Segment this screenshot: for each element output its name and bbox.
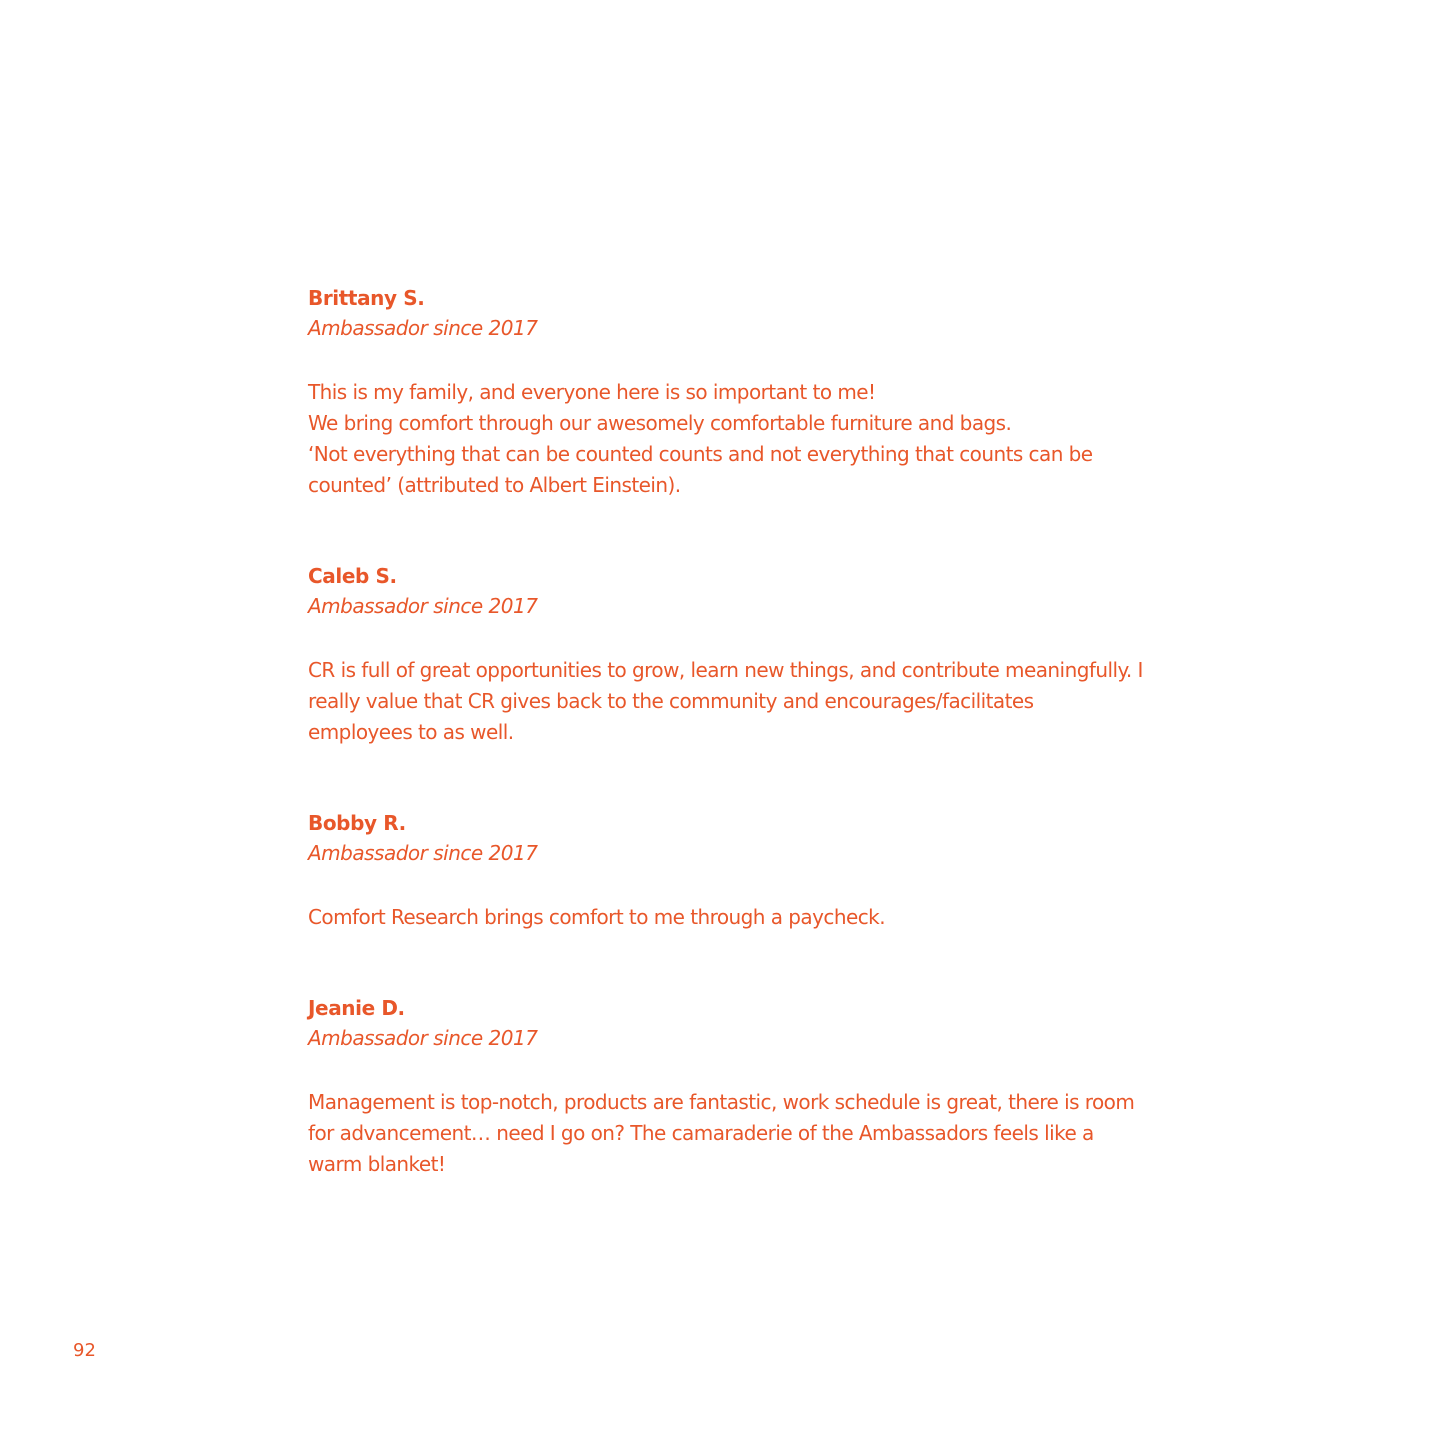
testimonial-name: Bobby R.: [308, 811, 406, 835]
quote-line: Comfort Research brings comfort to me through a paycheck.: [308, 905, 886, 929]
testimonial-quote: [308, 1087, 1168, 1180]
quote-line: warm blanket!: [308, 1152, 446, 1176]
quote-line: counted’ (attributed to Albert Einstein).: [308, 473, 681, 497]
quote-line: Management is top-notch, products are fantastic, work schedule is great, there is room: [308, 1090, 1135, 1114]
page-number: 92: [73, 1340, 96, 1361]
testimonial-since: Ambassador since 2017: [308, 1026, 538, 1050]
testimonial-since: Ambassador since 2017: [308, 594, 538, 618]
quote-line: employees to as well.: [308, 720, 514, 744]
testimonial-since: Ambassador since 2017: [308, 316, 538, 340]
testimonial-since: Ambassador since 2017: [308, 841, 538, 865]
testimonial-name: Caleb S.: [308, 564, 397, 588]
testimonial-quote: [308, 655, 1168, 748]
quote-line: CR is full of great opportunities to grow, learn new things, and contribute meaningfully. I: [308, 658, 1143, 682]
quote-line: ‘Not everything that can be counted counts and not everything that counts can be: [308, 442, 1093, 466]
quote-line: We bring comfort through our awesomely comfortable furniture and bags.: [308, 411, 1012, 435]
testimonial-quote: [308, 902, 1168, 933]
testimonial-quote: [308, 377, 1168, 501]
testimonial-name: Jeanie D.: [308, 996, 405, 1020]
quote-line: really value that CR gives back to the community and encourages/facilitates: [308, 689, 1034, 713]
quote-line: This is my family, and everyone here is so important to me!: [308, 380, 876, 404]
testimonial-name: Brittany S.: [308, 286, 425, 310]
quote-line: for advancement… need I go on? The camaraderie of the Ambassadors feels like a: [308, 1121, 1094, 1145]
